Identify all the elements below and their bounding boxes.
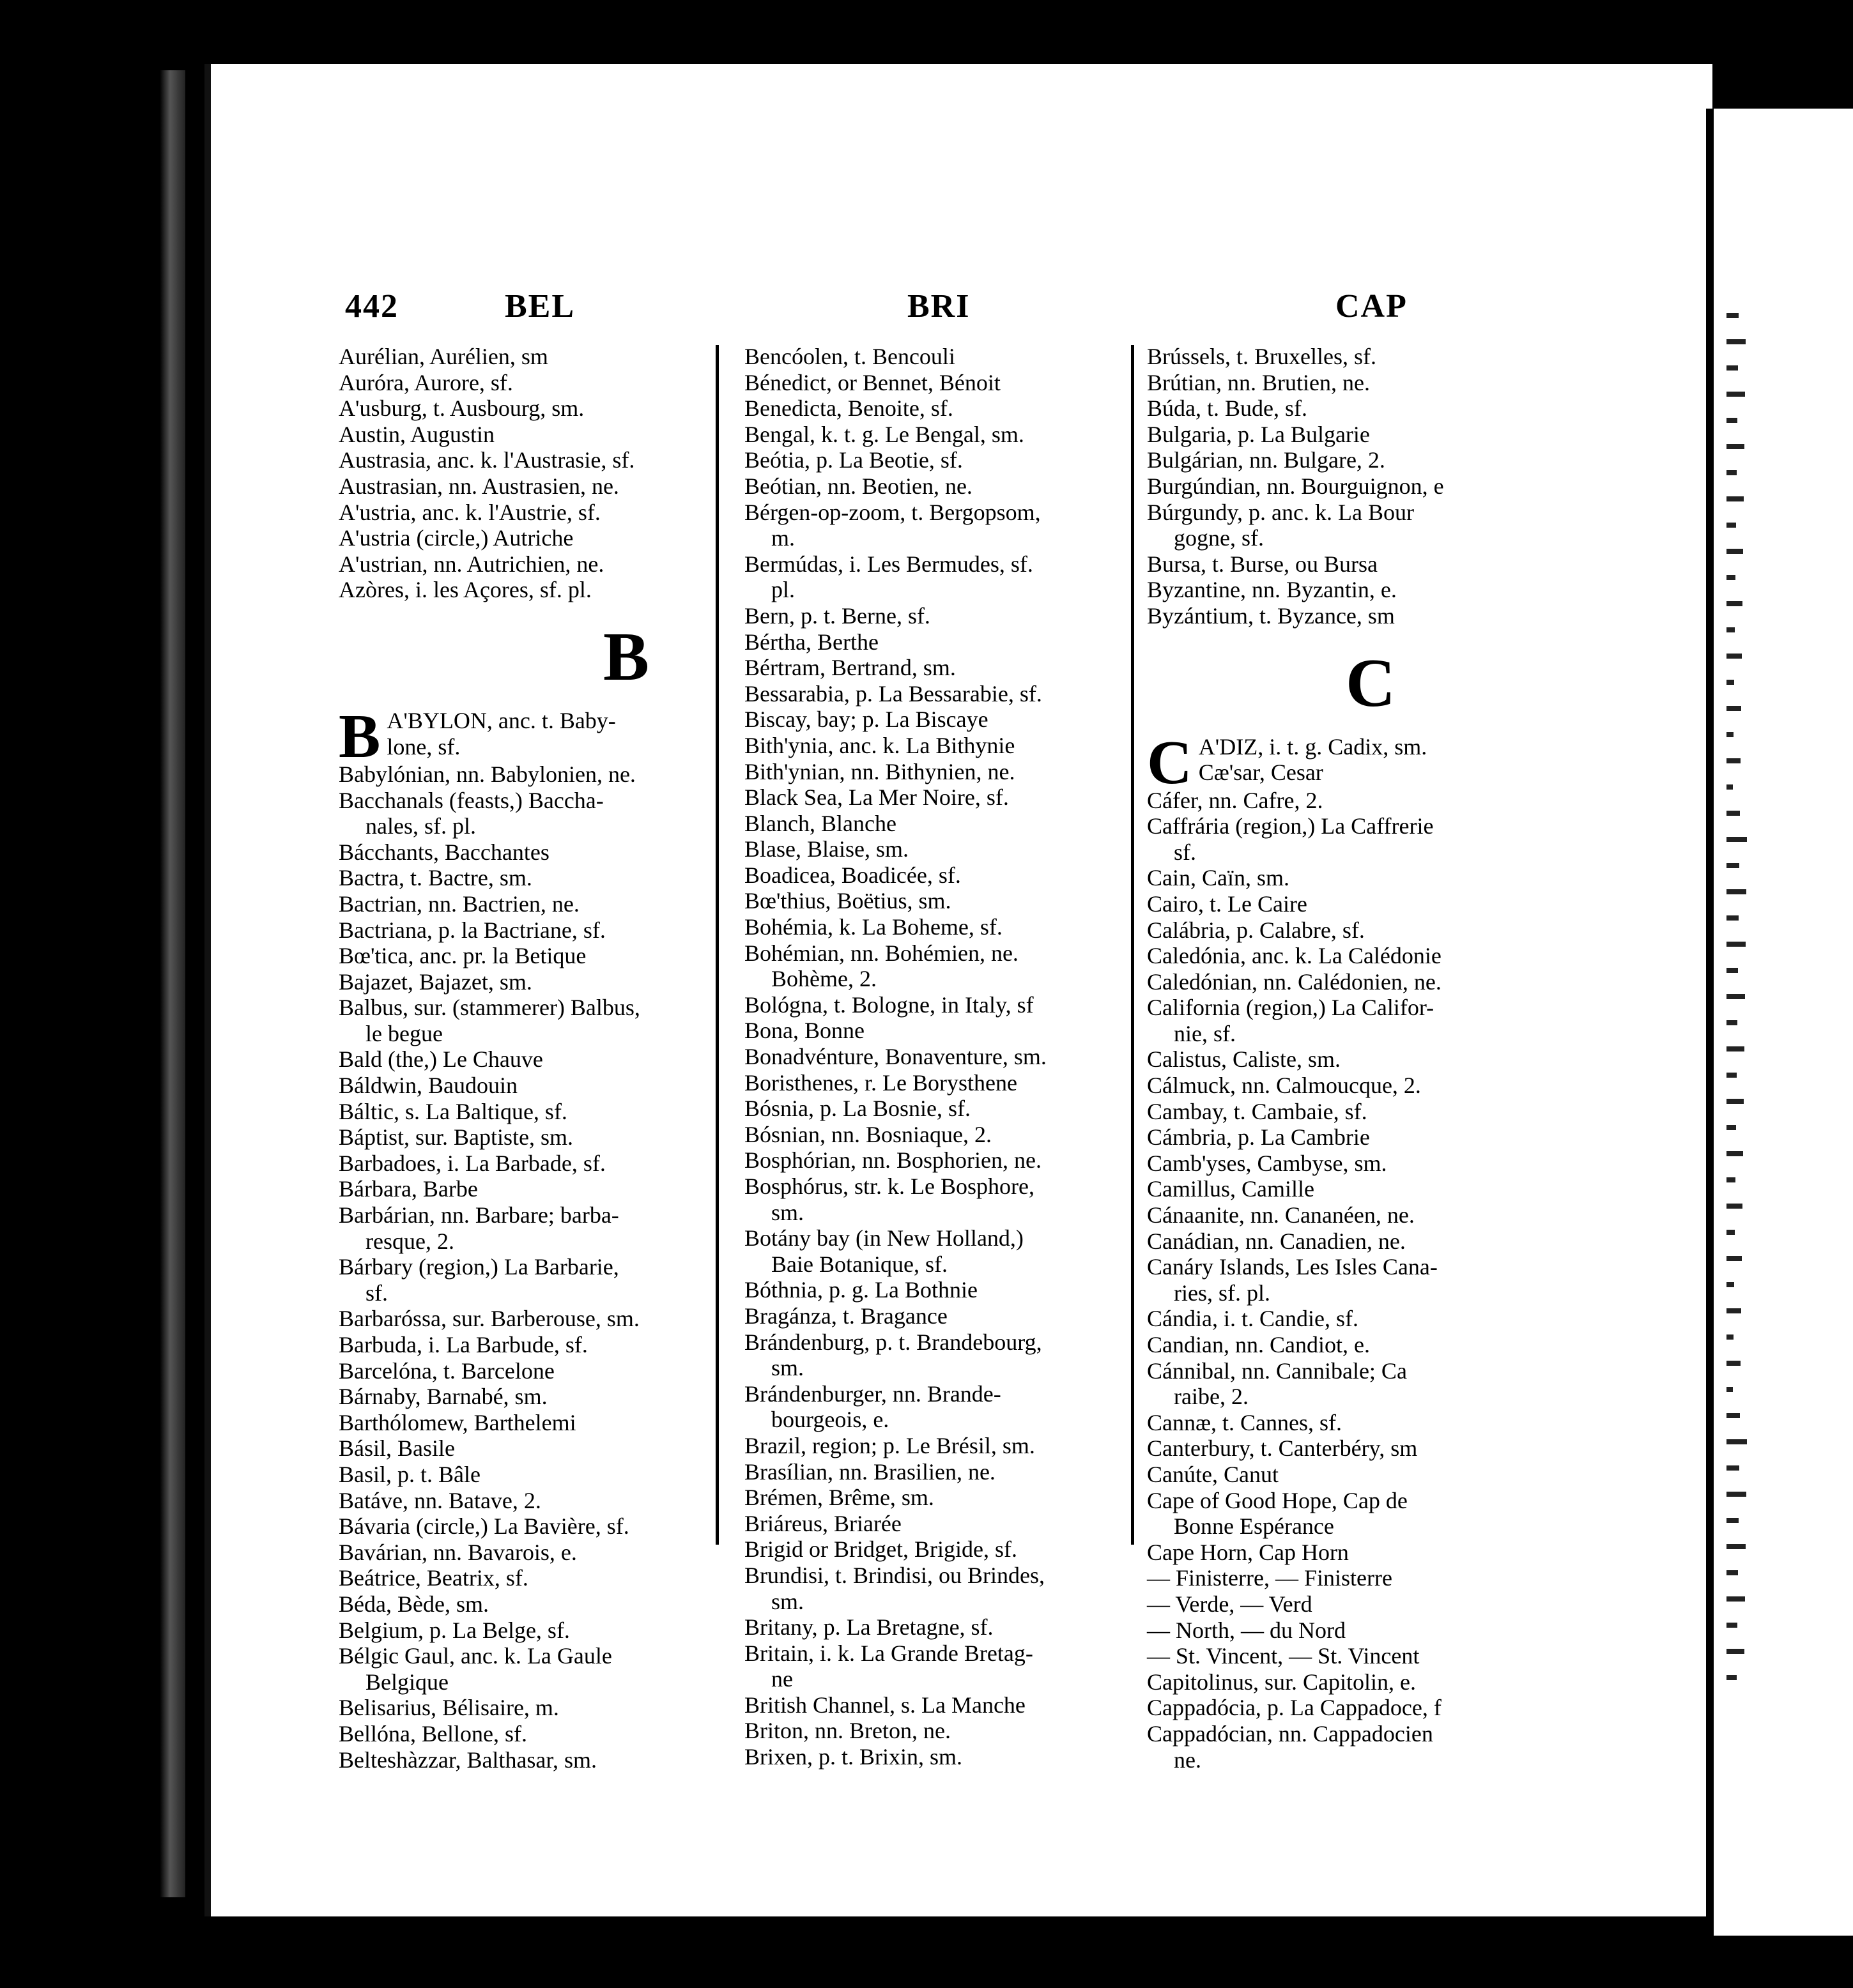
dictionary-entry: Austin, Augustin [339,421,495,447]
text-fragment [1726,863,1739,868]
dictionary-entry: Austrasia, anc. k. l'Austrasie, sf. [339,447,635,473]
dictionary-entry: Briton, nn. Breton, ne. [744,1718,951,1744]
dictionary-entry: Canáry Islands, Les Isles Cana- [1147,1254,1438,1280]
text-fragment [1726,496,1744,501]
dictionary-entry: Bohémian, nn. Bohémien, ne. [744,940,1019,966]
dictionary-entry: sm. [771,1588,804,1614]
dictionary-entry: — North, — du Nord [1147,1617,1346,1643]
dictionary-entry: Báldwin, Baudouin [339,1073,518,1099]
dictionary-entry: Básil, Basile [339,1435,455,1462]
dictionary-entry: Bursa, t. Burse, ou Bursa [1147,551,1378,577]
dictionary-entry: Calistus, Caliste, sm. [1147,1046,1341,1073]
text-fragment [1726,784,1733,790]
dictionary-entry: Bulgaria, p. La Bulgarie [1147,421,1370,447]
dictionary-entry: Brundisi, t. Brindisi, ou Brindes, [744,1562,1045,1588]
dictionary-entry: Cairo, t. Le Caire [1147,891,1307,917]
dictionary-entry: Camillus, Camille [1147,1176,1314,1202]
dictionary-entry: Búda, t. Bude, sf. [1147,395,1307,422]
dictionary-entry: Beótia, p. La Beotie, sf. [744,447,963,473]
text-fragment [1726,1073,1737,1078]
column-2 [744,344,1173,1770]
text-fragment [1726,575,1735,580]
dictionary-entry: Báptist, sur. Baptiste, sm. [339,1124,574,1151]
dictionary-entry: Bárnaby, Barnabé, sm. [339,1384,548,1410]
dictionary-entry: Cánnibal, nn. Cannibale; Ca [1147,1357,1407,1384]
dictionary-entry: Bósnian, nn. Bosniaque, 2. [744,1121,992,1147]
page-number: 442 [345,288,399,325]
dictionary-entry: A'ustrian, nn. Autrichien, ne. [339,551,604,577]
dictionary-entry: A'ustria (circle,) Autriche [339,525,574,551]
dictionary-entry: Calábria, p. Calabre, sf. [1147,917,1365,943]
text-fragment [1726,654,1742,659]
text-fragment [1726,1020,1737,1025]
dictionary-entry: Azòres, i. les Açores, sf. pl. [339,577,592,603]
dictionary-entry: raibe, 2. [1174,1384,1249,1410]
dropcap-line: Cæ'sar, Cesar [1198,760,1323,786]
dictionary-entry: ries, sf. pl. [1174,1280,1270,1306]
dictionary-entry: Bessarabia, p. La Bessarabie, sf. [744,680,1042,707]
text-fragment [1726,1099,1744,1104]
dictionary-entry: Bonne Espérance [1174,1513,1334,1540]
dictionary-entry: Brándenburger, nn. Brande- [744,1380,1001,1407]
text-fragment [1726,837,1747,842]
dictionary-entry: Barbaróssa, sur. Barberouse, sm. [339,1306,640,1332]
text-fragment [1726,418,1737,423]
dictionary-page [204,64,1712,1916]
dictionary-entry: Bénedict, or Bennet, Bénoit [744,369,1001,395]
text-fragment [1726,392,1745,397]
dictionary-entry: Cape Horn, Cap Horn [1147,1539,1349,1565]
dictionary-entry: ne [771,1666,793,1692]
text-fragment [1726,601,1742,606]
text-fragment [1726,339,1746,344]
dictionary-entry: Babylónian, nn. Babylonien, ne. [339,761,636,787]
entries [744,344,1173,1770]
dictionary-entry: Bulgárian, nn. Bulgare, 2. [1147,447,1385,473]
section-letter: B [603,618,650,695]
text-fragment [1726,1256,1742,1261]
dictionary-entry: Bern, p. t. Berne, sf. [744,602,930,629]
dictionary-entry: Bárbara, Barbe [339,1176,478,1202]
text-fragment [1726,1204,1742,1209]
dictionary-entry: Briáreus, Briarée [744,1510,902,1536]
text-fragment [1726,915,1739,921]
text-fragment [1726,1046,1744,1051]
dropcap-line: lone, sf. [387,733,461,760]
text-fragment [1726,523,1736,528]
dictionary-entry: m. [771,525,796,551]
dictionary-entry: Bacchanals (feasts,) Baccha- [339,787,604,813]
dictionary-entry: Botány bay (in New Holland,) [744,1225,1024,1251]
dictionary-entry: Bragánza, t. Bragance [744,1303,948,1329]
dictionary-entry: Cain, Caïn, sm. [1147,865,1289,891]
text-fragment [1726,732,1734,737]
guide-word-right: CAP [1335,288,1408,325]
dictionary-entry: Cámbria, p. La Cambrie [1147,1124,1370,1151]
dictionary-entry: Canúte, Canut [1147,1461,1279,1487]
dictionary-entry: Byzantine, nn. Byzantin, e. [1147,577,1397,603]
dictionary-entry: Blanch, Blanche [744,810,896,836]
column-3 [1147,344,1594,1773]
dictionary-entry: Brútian, nn. Brutien, ne. [1147,369,1370,395]
dictionary-entry: Beótian, nn. Beotien, ne. [744,473,973,499]
text-fragment [1726,1544,1746,1549]
dictionary-entry: Barthólomew, Barthelemi [339,1409,576,1435]
dictionary-entry: sf. [365,1280,388,1306]
dictionary-entry: Britain, i. k. La Grande Bretag- [744,1640,1033,1666]
dictionary-entry: Bactra, t. Bactre, sm. [339,865,532,891]
dictionary-entry: Bértram, Bertrand, sm. [744,655,956,681]
dictionary-entry: Barbadoes, i. La Barbade, sf. [339,1150,606,1176]
dictionary-entry: Burgúndian, nn. Bourguignon, e [1147,473,1444,499]
text-fragment [1726,968,1738,973]
dictionary-entry: Blase, Blaise, sm. [744,836,909,862]
dictionary-entry: Aurélian, Aurélien, sm [339,344,548,369]
dropcap: B [339,707,381,761]
dictionary-entry: bourgeois, e. [771,1407,889,1433]
dictionary-entry: — Finisterre, — Finisterre [1147,1565,1392,1591]
dictionary-entry: Black Sea, La Mer Noire, sf. [744,784,1009,811]
dictionary-entry: Bith'ynia, anc. k. La Bithynie [744,732,1015,758]
dictionary-entry: Beátrice, Beatrix, sf. [339,1565,528,1591]
text-fragment [1726,549,1743,554]
dictionary-entry: — St. Vincent, — St. Vincent [1147,1643,1420,1669]
text-fragment [1726,706,1741,711]
dictionary-entry: Bohémia, k. La Boheme, sf. [744,914,1003,940]
dictionary-entry: Caledónia, anc. k. La Calédonie [1147,943,1442,969]
dictionary-entry: Brússels, t. Bruxelles, sf. [1147,344,1376,369]
dictionary-entry: Bóthnia, p. g. La Bothnie [744,1277,978,1303]
text-fragment [1726,994,1745,999]
text-fragment [1726,1649,1744,1654]
dictionary-entry: Bengal, k. t. g. Le Bengal, sm. [744,421,1024,447]
dictionary-entry: Batáve, nn. Batave, 2. [339,1487,541,1513]
entries [1147,788,1594,1773]
text-fragment [1726,889,1746,894]
dictionary-entry: Basil, p. t. Bâle [339,1461,481,1487]
dictionary-entry: Capitolinus, sur. Capitolin, e. [1147,1669,1416,1695]
guide-word-center: BRI [907,288,971,325]
dictionary-entry: pl. [771,577,796,603]
dictionary-entry: Bácchants, Bacchantes [339,839,550,865]
dictionary-entry: sm. [771,1199,804,1225]
dictionary-entry: Cáfer, nn. Cafre, 2. [1147,787,1323,813]
dictionary-entry: le begue [365,1020,443,1046]
dictionary-entry: Brándenburg, p. t. Brandebourg, [744,1329,1042,1355]
dictionary-entry: sm. [771,1355,804,1381]
text-fragment [1726,444,1744,449]
dictionary-entry: Barcelóna, t. Barcelone [339,1357,555,1384]
dictionary-entry: ne. [1174,1747,1201,1773]
dictionary-entry: Bald (the,) Le Chauve [339,1046,543,1073]
dictionary-entry: Bœ'tica, anc. pr. la Betique [339,943,587,969]
dictionary-entry: Bosphórus, str. k. Le Bosphore, [744,1174,1034,1199]
dictionary-entry: Camb'yses, Cambyse, sm. [1147,1150,1387,1176]
dictionary-entry: nie, sf. [1174,1020,1236,1046]
text-fragment [1726,365,1738,371]
dictionary-entry: Bonadvénture, Bonaventure, sm. [744,1044,1047,1070]
dictionary-entry: Belgique [365,1669,449,1695]
dictionary-entry: Bértha, Berthe [744,629,879,655]
dictionary-entry: Bactriana, p. la Bactriane, sf. [339,917,606,943]
dictionary-entry: Biscay, bay; p. La Biscaye [744,707,988,733]
text-fragment [1726,1282,1734,1287]
dropcap-line: A'BYLON, anc. t. Baby- [387,707,616,733]
book-spine [160,70,185,1897]
running-header [211,287,1712,332]
section-letter: C [1346,645,1396,721]
text-fragment [1726,1413,1740,1418]
dictionary-entry: Bavárian, nn. Bavarois, e. [339,1539,577,1565]
text-fragment [1726,1151,1743,1156]
dictionary-entry: A'usburg, t. Ausbourg, sm. [339,395,585,422]
dictionary-entry: Bohème, 2. [771,966,877,992]
dictionary-entry: — Verde, — Verd [1147,1591,1312,1617]
dictionary-entry: Cannæ, t. Cannes, sf. [1147,1409,1342,1435]
dictionary-entry: sf. [1174,839,1196,865]
dictionary-entry: A'ustria, anc. k. l'Austrie, sf. [339,499,601,525]
text-fragment [1726,1465,1739,1471]
dictionary-entry: Bósnia, p. La Bosnie, sf. [744,1096,971,1122]
dictionary-entry: Bélgic Gaul, anc. k. La Gaule [339,1643,612,1669]
text-fragment [1726,942,1746,947]
dictionary-entry: Balbus, sur. (stammerer) Balbus, [339,995,640,1021]
dictionary-entry: Bencóolen, t. Bencouli [744,344,955,369]
dictionary-entry: Boristhenes, r. Le Borysthene [744,1069,1017,1096]
text-fragment [1726,627,1735,632]
dictionary-entry: Auróra, Aurore, sf. [339,369,513,395]
dictionary-entry: Brazil, region; p. Le Brésil, sm. [744,1432,1035,1458]
text-fragment [1726,1675,1737,1680]
dictionary-entry: Bávaria (circle,) La Bavière, sf. [339,1513,629,1540]
text-fragment [1726,1596,1745,1602]
text-fragment [1726,1334,1734,1340]
dictionary-entry: Brémen, Brême, sm. [744,1485,934,1511]
dictionary-entry: Bárbary (region,) La Barbarie, [339,1254,619,1280]
dictionary-entry: Canádian, nn. Canadien, ne. [1147,1228,1406,1254]
text-fragment [1726,1125,1736,1130]
text-fragment [1726,1308,1741,1313]
dropcap: C [1147,733,1192,788]
dictionary-entry: Báltic, s. La Baltique, sf. [339,1098,567,1124]
text-fragment [1726,1518,1739,1523]
text-fragment [1726,1177,1735,1182]
dictionary-entry: Cappadócia, p. La Cappadoce, f [1147,1695,1442,1721]
dictionary-entry: Austrasian, nn. Austrasien, ne. [339,473,619,499]
text-fragment [1726,680,1734,685]
text-fragment [1726,1387,1733,1392]
dictionary-entry: Bellóna, Bellone, sf. [339,1720,527,1747]
dictionary-entry: California (region,) La Califor- [1147,995,1434,1021]
dictionary-entry: Cappadócian, nn. Cappadocien [1147,1720,1433,1747]
entries-top [1147,344,1594,629]
text-fragment [1726,1570,1738,1575]
dictionary-entry: Boadicea, Boadicée, sf. [744,862,961,888]
dictionary-entry: Candian, nn. Candiot, e. [1147,1332,1370,1357]
dictionary-entry: Bajazet, Bajazet, sm. [339,968,532,995]
dictionary-entry: Byzántium, t. Byzance, sm [1147,602,1395,629]
dictionary-entry: Bosphórian, nn. Bosphorien, ne. [744,1147,1042,1174]
dictionary-entry: Cambay, t. Cambaie, sf. [1147,1098,1367,1124]
dictionary-entry: gogne, sf. [1174,525,1264,551]
text-fragment [1726,811,1740,816]
dropcap-line: A'DIZ, i. t. g. Cadix, sm. [1198,733,1427,760]
dictionary-entry: Belgium, p. La Belge, sf. [339,1617,570,1643]
dictionary-entry: Bérgen-op-zoom, t. Bergopsom, [744,499,1041,525]
dictionary-entry: Cape of Good Hope, Cap de [1147,1487,1408,1513]
dictionary-entry: British Channel, s. La Manche [744,1692,1026,1718]
text-fragment [1726,1361,1741,1366]
dictionary-entry: Bœ'thius, Boëtius, sm. [744,888,951,914]
dictionary-entry: Canterbury, t. Canterbéry, sm [1147,1435,1418,1462]
dictionary-entry: Bith'ynian, nn. Bithynien, ne. [744,758,1015,784]
text-fragment [1726,1439,1747,1444]
dictionary-entry: Brasílian, nn. Brasilien, ne. [744,1458,996,1485]
text-fragment [1726,1492,1746,1497]
text-fragment [1726,313,1739,318]
dictionary-entry: Baie Botanique, sf. [771,1251,948,1277]
dictionary-entry: Caffrária (region,) La Caffrerie [1147,813,1434,839]
dictionary-entry: Belteshàzzar, Balthasar, sm. [339,1747,597,1773]
next-page-edge [1706,109,1853,1936]
dictionary-entry: Belisarius, Bélisaire, m. [339,1695,559,1721]
dictionary-entry: Benedicta, Benoite, sf. [744,395,953,422]
text-fragment [1726,1230,1735,1235]
dictionary-entry: resque, 2. [365,1228,454,1254]
dictionary-entry: Bactrian, nn. Bactrien, ne. [339,891,580,917]
dictionary-entry: Bona, Bonne [744,1018,865,1044]
text-fragment [1726,758,1741,763]
dictionary-entry: Bermúdas, i. Les Bermudes, sf. [744,551,1033,577]
dictionary-entry: Cálmuck, nn. Calmoucque, 2. [1147,1073,1421,1099]
dictionary-entry: Brigid or Bridget, Brigide, sf. [744,1536,1017,1563]
dictionary-entry: Cándia, i. t. Candie, sf. [1147,1306,1358,1332]
dictionary-entry: Caledónian, nn. Calédonien, ne. [1147,968,1442,995]
dictionary-entry: nales, sf. pl. [365,813,476,839]
dictionary-entry: Brixen, p. t. Brixin, sm. [744,1744,962,1770]
text-fragment [1726,1623,1737,1628]
dictionary-entry: Barbárian, nn. Barbare; barba- [339,1202,619,1228]
dropcap-entry [1147,734,1594,788]
dictionary-entry: Britany, p. La Bretagne, sf. [744,1614,994,1640]
text-fragment [1726,470,1737,475]
dictionary-entry: Cánaanite, nn. Cananéen, ne. [1147,1202,1415,1228]
next-page-text-fragments [1726,109,1853,1936]
dictionary-entry: Barbuda, i. La Barbude, sf. [339,1332,588,1357]
dictionary-entry: Bológna, t. Bologne, in Italy, sf [744,991,1034,1018]
dictionary-entry: Béda, Bède, sm. [339,1591,489,1617]
dictionary-entry: Búrgundy, p. anc. k. La Bour [1147,499,1414,525]
guide-word-left: BEL [505,288,576,325]
